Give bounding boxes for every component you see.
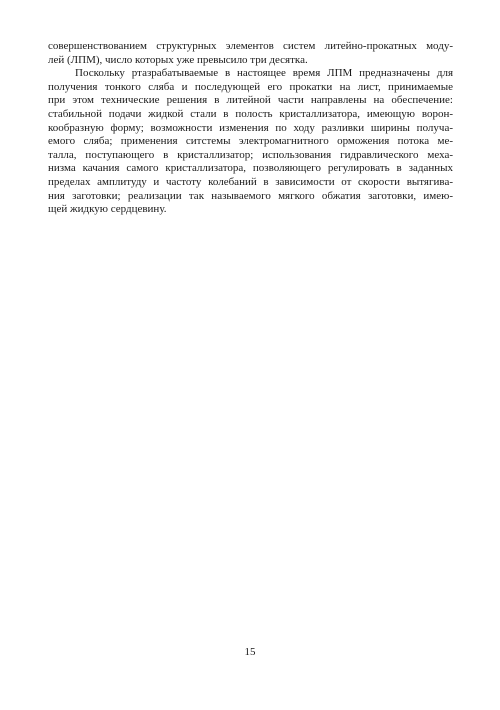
text-line: низма качания самого кристаллизатора, позволяющего регулировать в заданных: [48, 162, 453, 175]
paragraph-2: [48, 67, 453, 217]
text-line: стабильной подачи жидкой стали в полость кристаллизатора, имеющую ворон-: [48, 107, 453, 120]
page-number: 15: [244, 646, 256, 658]
text-line: талла, поступающего в кристаллизатор; использования гидравлического меха-: [48, 148, 453, 161]
text-line: емого сляба; применения ситстемы электромагнитного орможения потока ме-: [48, 135, 453, 148]
text-line: при этом технические решения в литейной части направлены на обеспечение:: [48, 94, 453, 107]
text-line: получения тонкого сляба и последующей его прокатки на лист, принимаемые: [48, 80, 453, 93]
text-line: кообразную форму; возможности изменения по ходу разливки ширины получа-: [48, 121, 453, 134]
paragraph-1: [48, 40, 453, 67]
text-line: лей (ЛПМ), число которых уже превысило три десятка.: [48, 53, 308, 66]
text-line: совершенствованием структурных элементов систем литейно-прокатных моду-: [48, 40, 453, 52]
text-line: пределах амплитуду и частоту колебаний в зависимости от скорости вытягива-: [48, 175, 453, 188]
body-text: [48, 40, 453, 217]
text-line: ния заготовки; реализации так называемого мягкого обжатия заготовки, имею-: [48, 189, 453, 202]
text-line: Поскольку ртазрабатываемые в настоящее время ЛПМ предназначены для: [75, 67, 453, 80]
text-line: щей жидкую сердцевину.: [48, 203, 167, 216]
